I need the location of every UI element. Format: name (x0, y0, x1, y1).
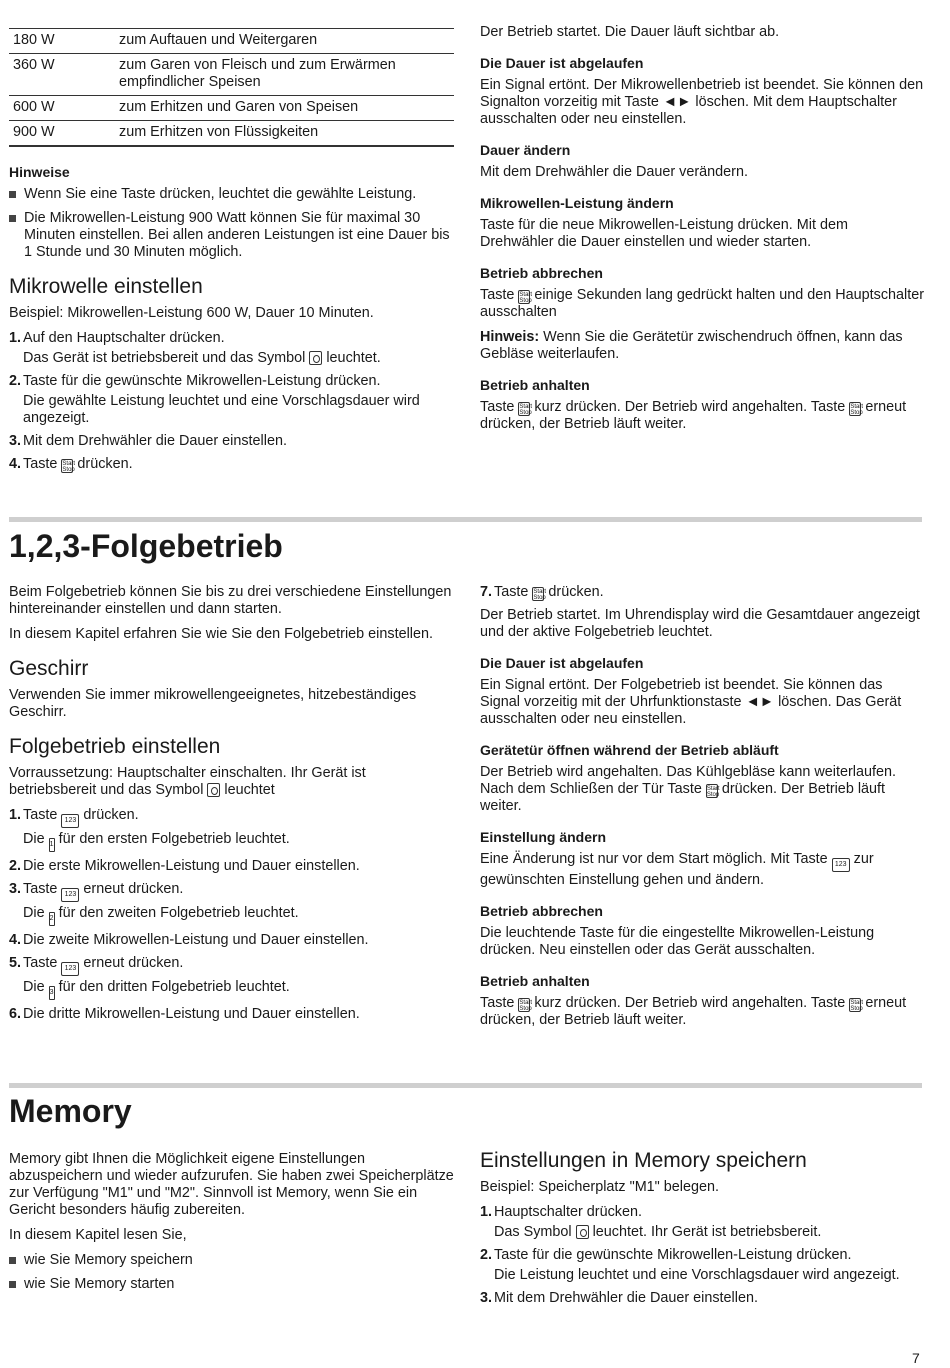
paragraph: Der Betrieb wird angehalten. Das Kühlgebläse kann weiterlaufen. Nach dem Schließen der Tür Taste Start Stop drücken. Der Betrieb läuft weiter. (480, 764, 896, 814)
table-row (9, 96, 454, 121)
memory-title: Memory (9, 1093, 132, 1129)
folge-einstellen-heading: Folgebetrieb einstellen (9, 735, 221, 758)
power-use: zum Erhitzen und Garen von Speisen (115, 96, 454, 121)
memory-list (9, 1252, 454, 1293)
subheading: Betrieb abbrechen (480, 903, 603, 919)
start-stop-icon: Start Stop (706, 786, 720, 798)
paragraph: Vorraussetzung: Hauptschalter einschalten. Ihr Gerät ist betriebsbereit und das Symbol leuchtet (9, 765, 366, 798)
memory-save-heading: Einstellungen in Memory speichern (480, 1149, 807, 1172)
power-use: zum Garen von Fleisch und zum Erwärmen empfindlicher Speisen (115, 54, 454, 96)
power-value: 180 W (9, 29, 115, 54)
paragraph: Ein Signal ertönt. Der Folgebetrieb ist beendet. Sie können das Signal vorzeitig mit der Uhrfunktionstaste ◄► löschen. Das Gerät ausschalten oder neu einstellen. (480, 677, 902, 727)
paragraph: Der Betrieb startet. Im Uhrendisplay wird die Gesamtdauer angezeigt und der aktive Folgebetrieb leuchtet. (480, 607, 920, 640)
sequence-1-icon: 1 (49, 838, 55, 852)
paragraph: Taste für die neue Mikrowellen-Leistung drücken. Mit dem Drehwähler die Dauer einstellen und wieder starten. (480, 217, 848, 250)
sequence-123-icon: 123 (61, 888, 79, 902)
section-folge-left (9, 584, 454, 1029)
start-stop-icon: Start Stop (533, 589, 547, 601)
list-item: 1. Auf den Hauptschalter drücken. Das Gerät ist betriebsbereit und das Symbol leuchtet. (9, 330, 381, 366)
section-divider (9, 517, 922, 522)
start-stop-icon: Start Stop (519, 404, 533, 416)
power-symbol-icon (309, 351, 322, 365)
list-item: 3. Mit dem Drehwähler die Dauer einstellen. (9, 433, 287, 449)
list-item: 2. Taste für die gewünschte Mikrowellen-Leistung drücken. Die Leistung leuchtet und eine Vorschlagsdauer wird angezeigt. (480, 1247, 900, 1283)
paragraph: Eine Änderung ist nur vor dem Start möglich. Mit Taste 123 zur gewünschten Einstellung gehen und ändern. (480, 851, 874, 888)
subheading: Betrieb abbrechen (480, 265, 603, 281)
section-mikrowelle-left (9, 28, 454, 479)
list-item: 4. Taste Start Stop drücken. (9, 456, 133, 473)
section-folge-right (480, 584, 925, 1037)
mikrowelle-heading: Mikrowelle einstellen (9, 275, 203, 298)
paragraph: Taste Start Stop einige Sekunden lang gedrückt halten und den Hauptschalter ausschalten (480, 287, 925, 320)
power-value: 900 W (9, 121, 115, 147)
list-item: 6. Die dritte Mikrowellen-Leistung und Dauer einstellen. (9, 1006, 360, 1022)
start-stop-icon: Start Stop (519, 292, 533, 304)
folge-steps (9, 807, 454, 1023)
section-memory-right (480, 1149, 925, 1313)
list-item: 5. Taste 123 erneut drücken. Die 3 für den dritten Folgebetrieb leuchtet. (9, 955, 454, 1000)
hinweise-heading: Hinweise (9, 164, 70, 180)
paragraph: Der Betrieb startet. Die Dauer läuft sichtbar ab. (480, 24, 780, 40)
subheading: Die Dauer ist abgelaufen (480, 55, 644, 71)
paragraph: Memory gibt Ihnen die Möglichkeit eigene Einstellungen abzuspeichern und wieder aufzurufen. Sie haben zwei Speicherplätze zur Verfügung "M1" und "M2". Sinnvoll ist Memory, wenn Sie ein Gericht besonders häufig zubereiten. (9, 1151, 454, 1218)
section-divider (9, 1083, 922, 1088)
start-stop-icon: Start Stop (519, 1000, 533, 1012)
sequence-3-icon: 3 (49, 986, 55, 1000)
paragraph: In diesem Kapitel lesen Sie, (9, 1227, 187, 1243)
list-item: 1. Hauptschalter drücken. Das Symbol leuchtet. Ihr Gerät ist betriebsbereit. (480, 1204, 822, 1240)
paragraph: Taste Start Stop kurz drücken. Der Betrieb wird angehalten. Taste Start Stop erneut drücken, der Betrieb läuft weiter. (480, 995, 907, 1028)
geschirr-heading: Geschirr (9, 657, 89, 680)
paragraph: Mit dem Drehwähler die Dauer verändern. (480, 164, 748, 180)
power-use: zum Erhitzen von Flüssigkeiten (115, 121, 454, 147)
mikrowelle-example: Beispiel: Mikrowellen-Leistung 600 W, Dauer 10 Minuten. (9, 305, 374, 321)
folge-steps-continued (480, 584, 925, 601)
power-table (9, 28, 454, 147)
sequence-123-icon: 123 (61, 814, 79, 828)
sequence-123-icon: 123 (61, 962, 79, 976)
subheading: Die Dauer ist abgelaufen (480, 655, 644, 671)
memory-steps (480, 1204, 925, 1307)
subheading: Betrieb anhalten (480, 377, 590, 393)
power-symbol-icon (207, 783, 220, 797)
section-mikrowelle-right (480, 24, 925, 441)
power-symbol-icon (576, 1225, 589, 1239)
paragraph: Beispiel: Speicherplatz "M1" belegen. (480, 1179, 720, 1195)
table-row (9, 54, 454, 96)
subheading: Mikrowellen-Leistung ändern (480, 195, 674, 211)
table-row (9, 29, 454, 54)
list-item: Die Mikrowellen-Leistung 900 Watt können Sie für maximal 30 Minuten einstellen. Bei allen anderen Leistungen ist eine Dauer bis 1 Stunde und 30 Minuten möglich. (9, 210, 454, 261)
arrows-icon: ◄► (745, 694, 775, 710)
sequence-123-icon: 123 (832, 858, 850, 872)
list-item: Wenn Sie eine Taste drücken, leuchtet die gewählte Leistung. (9, 186, 454, 203)
note: Hinweis: Wenn Sie die Gerätetür zwischendruch öffnen, kann das Gebläse weiterlaufen. (480, 329, 903, 362)
subheading: Dauer ändern (480, 142, 571, 158)
hinweise-list (9, 186, 454, 261)
paragraph: Beim Folgebetrieb können Sie bis zu drei verschiedene Einstellungen hintereinander einstellen und dann starten. (9, 584, 452, 617)
arrows-icon: ◄► (662, 94, 692, 110)
start-stop-icon: Start Stop (850, 1000, 863, 1012)
power-use: zum Auftauen und Weitergaren (115, 29, 454, 54)
table-row (9, 121, 454, 147)
subheading: Einstellung ändern (480, 829, 607, 845)
start-stop-icon: Start Stop (850, 404, 863, 416)
paragraph: Die leuchtende Taste für die eingestellte Mikrowellen-Leistung drücken. Neu einstellen oder das Gerät ausschalten. (480, 925, 875, 958)
subheading: Betrieb anhalten (480, 973, 590, 989)
list-item: 3. Taste 123 erneut drücken. Die 2 für den zweiten Folgebetrieb leuchtet. (9, 881, 454, 926)
paragraph: Verwenden Sie immer mikrowellengeeignetes, hitzebeständiges Geschirr. (9, 687, 417, 720)
mikrowelle-steps (9, 330, 454, 473)
paragraph: Ein Signal ertönt. Der Mikrowellenbetrieb ist beendet. Sie können den Signalton vorzeitig mit Taste ◄► löschen. Mit dem Hauptschalter ausschalten oder neu einstellen. (480, 77, 924, 127)
sequence-2-icon: 2 (49, 912, 55, 926)
list-item: 3. Mit dem Drehwähler die Dauer einstellen. (480, 1290, 758, 1306)
folge-title: 1,2,3-Folgebetrieb (9, 528, 283, 564)
section-memory-left (9, 1151, 454, 1300)
list-item: 4. Die zweite Mikrowellen-Leistung und Dauer einstellen. (9, 932, 369, 948)
paragraph: Taste Start Stop kurz drücken. Der Betrieb wird angehalten. Taste Start Stop erneut drücken, der Betrieb läuft weiter. (480, 399, 907, 432)
list-item: 7. Taste Start Stop drücken. (480, 584, 604, 601)
list-item: wie Sie Memory starten (9, 1276, 454, 1293)
list-item: 2. Taste für die gewünschte Mikrowellen-Leistung drücken. Die gewählte Leistung leuchtet und eine Vorschlagsdauer wird angezeigt. (9, 373, 420, 426)
subheading: Gerätetür öffnen während der Betrieb abläuft (480, 742, 779, 758)
list-item: 2. Die erste Mikrowellen-Leistung und Dauer einstellen. (9, 858, 360, 874)
paragraph: In diesem Kapitel erfahren Sie wie Sie den Folgebetrieb einstellen. (9, 626, 433, 642)
page-number: 7 (912, 1350, 920, 1366)
power-value: 600 W (9, 96, 115, 121)
list-item: wie Sie Memory speichern (9, 1252, 454, 1269)
list-item: 1. Taste 123 drücken. Die 1 für den ersten Folgebetrieb leuchtet. (9, 807, 454, 852)
power-value: 360 W (9, 54, 115, 96)
start-stop-icon: Start Stop (62, 461, 76, 473)
